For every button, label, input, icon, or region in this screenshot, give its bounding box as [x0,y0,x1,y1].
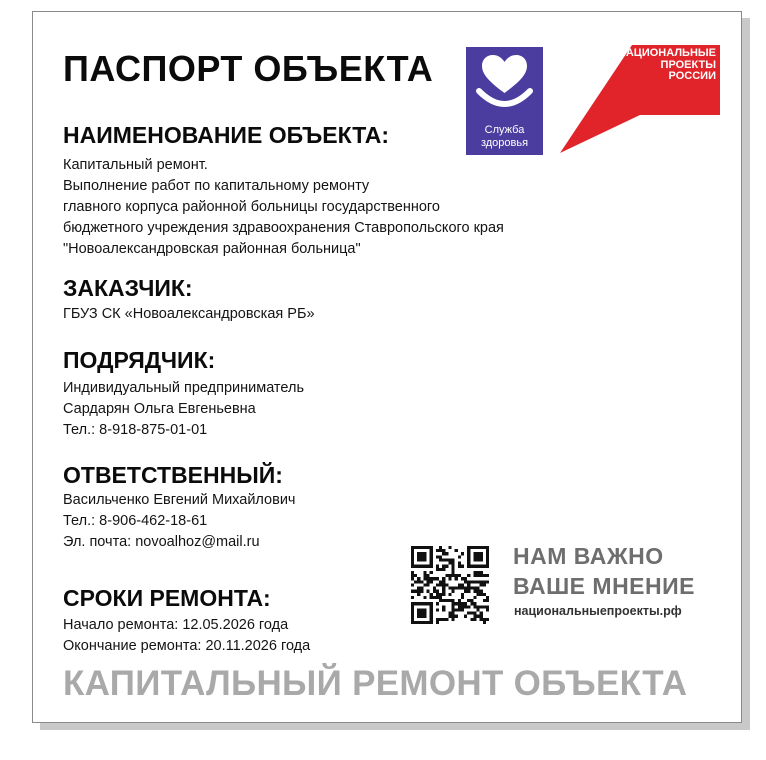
qr-code-icon[interactable] [411,546,489,624]
national-projects-site-link[interactable]: национальныепроекты.рф [514,604,682,618]
object-name-text [63,155,504,260]
national-projects-line2: ПРОЕКТЫ [660,58,716,71]
repair-end-date: Окончание ремонта: 20.11.2026 года [63,638,311,654]
feedback-line1: НАМ ВАЖНО [513,543,664,569]
object-name-line: главного корпуса районной больницы государственного [63,199,440,215]
national-projects-text [608,48,716,83]
contractor-line: Индивидуальный предприниматель [63,380,305,396]
health-logo-line2: здоровья [480,137,529,149]
customer-line: ГБУЗ СК «Новоалександровская РБ» [63,306,315,322]
object-passport-poster [32,11,742,723]
object-name-line: "Новоалександровская районная больница" [63,241,361,257]
responsible-phone: Тел.: 8-906-462-18-61 [63,513,208,529]
customer-heading: ЗАКАЗЧИК: [63,275,193,301]
responsible-text [63,490,295,553]
contractor-heading: ПОДРЯДЧИК: [63,347,216,373]
object-name-line: Капитальный ремонт. [63,157,208,173]
heart-smile-icon [466,47,543,117]
repair-dates-text [63,615,310,657]
repair-dates-heading: СРОКИ РЕМОНТА: [63,585,271,611]
object-name-line: Выполнение работ по капитальному ремонту [63,178,370,194]
contractor-text [63,378,304,441]
responsible-email: Эл. почта: novoalhoz@mail.ru [63,534,260,550]
responsible-line: Васильченко Евгений Михайлович [63,492,296,508]
health-service-logo [466,47,543,155]
page-title: ПАСПОРТ ОБЪЕКТА [63,48,434,89]
health-logo-line1: Служба [484,124,525,136]
feedback-line2: ВАШЕ МНЕНИЕ [513,573,696,599]
responsible-heading: ОТВЕТСТВЕННЫЙ: [63,462,283,488]
contractor-line: Сардарян Ольга Евгеньевна [63,401,256,417]
object-name-line: бюджетного учреждения здравоохранения Ставропольского края [63,220,504,236]
customer-text [63,304,315,325]
object-name-heading: НАИМЕНОВАНИЕ ОБЪЕКТА: [63,122,390,148]
footer-title: КАПИТАЛЬНЫЙ РЕМОНТ ОБЪЕКТА [63,664,688,703]
contractor-phone: Тел.: 8-918-875-01-01 [63,422,208,438]
repair-start-date: Начало ремонта: 12.05.2026 года [63,617,289,633]
national-projects-line1: НАЦИОНАЛЬНЫЕ [617,47,716,59]
national-projects-line3: РОССИИ [668,70,716,82]
